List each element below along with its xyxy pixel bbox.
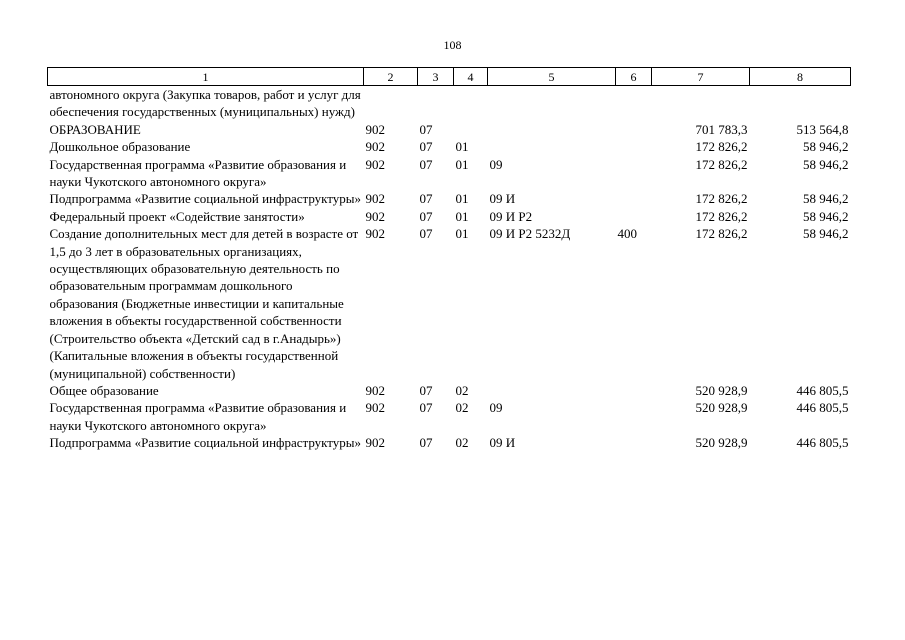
amount-year-1-cell: 172 826,2 — [695, 226, 748, 242]
column-header: 1 — [48, 68, 364, 86]
amount-year-2-cell: 58 946,2 — [803, 156, 849, 172]
row-name-cell: Общее образование — [49, 382, 159, 398]
section-code-cell: 07 — [419, 435, 433, 451]
amount-year-1-cell: 520 928,9 — [695, 435, 748, 451]
table-row — [48, 382, 851, 399]
column-header: 3 — [418, 68, 454, 86]
admin-code-cell: 902 — [365, 400, 385, 416]
target-article-cell: 09 И — [489, 191, 516, 207]
row-name-cell: автономного округа (Закупка товаров, работ и услуг для обеспечения государственных (муниципальных) нужд) — [49, 87, 361, 120]
section-code-cell: 07 — [419, 191, 433, 207]
target-article-cell: 09 И Р2 5232Д — [489, 226, 571, 242]
target-article-cell — [488, 121, 616, 138]
target-article-cell: 09 И — [489, 435, 516, 451]
section-code-cell: 07 — [419, 382, 433, 398]
subsection-code-cell: 01 — [455, 208, 469, 224]
amount-year-2-cell — [750, 86, 851, 121]
table-row — [48, 208, 851, 225]
amount-year-1-cell: 172 826,2 — [695, 139, 748, 155]
admin-code-cell: 902 — [365, 191, 385, 207]
expense-type-cell — [616, 121, 652, 138]
row-name-cell: Государственная программа «Развитие образования и науки Чукотского автономного округа» — [49, 156, 347, 190]
amount-year-1-cell: 520 928,9 — [695, 382, 748, 398]
table-row — [48, 190, 851, 207]
expense-type-cell — [616, 382, 652, 399]
target-article-cell: 09 — [489, 156, 503, 172]
admin-code-cell: 902 — [365, 156, 385, 172]
row-name-cell: Подпрограмма «Развитие социальной инфраструктуры» — [49, 191, 362, 207]
expense-type-cell — [616, 86, 652, 121]
subsection-code-cell: 02 — [455, 400, 469, 416]
target-article-cell — [488, 138, 616, 155]
subsection-code-cell: 01 — [455, 156, 469, 172]
amount-year-2-cell: 58 946,2 — [803, 226, 849, 242]
admin-code-cell: 902 — [365, 382, 385, 398]
row-name-cell: Подпрограмма «Развитие социальной инфраструктуры» — [49, 435, 362, 451]
admin-code-cell: 902 — [365, 226, 385, 242]
amount-year-1-cell: 701 783,3 — [695, 121, 748, 137]
column-header: 8 — [750, 68, 851, 86]
subsection-code-cell — [454, 121, 488, 138]
table-row — [48, 138, 851, 155]
subsection-code-cell: 02 — [455, 435, 469, 451]
amount-year-1-cell: 172 826,2 — [695, 208, 748, 224]
target-article-cell: 09 — [489, 400, 503, 416]
section-code-cell: 07 — [419, 226, 433, 242]
subsection-code-cell: 01 — [455, 226, 469, 242]
table-row — [48, 225, 851, 382]
admin-code-cell: 902 — [365, 121, 385, 137]
section-code-cell: 07 — [419, 139, 433, 155]
table-row — [48, 121, 851, 138]
column-header: 5 — [488, 68, 616, 86]
row-name-cell: Федеральный проект «Содействие занятости» — [49, 208, 305, 224]
amount-year-2-cell: 58 946,2 — [803, 208, 849, 224]
amount-year-2-cell: 58 946,2 — [803, 139, 849, 155]
budget-table — [47, 67, 851, 452]
expense-type-cell — [616, 208, 652, 225]
column-header: 7 — [652, 68, 750, 86]
expense-type-cell — [616, 190, 652, 207]
admin-code-cell — [364, 86, 418, 121]
amount-year-2-cell: 446 805,5 — [796, 435, 849, 451]
amount-year-1-cell: 172 826,2 — [695, 191, 748, 207]
table-row — [48, 86, 851, 121]
row-name-cell: ОБРАЗОВАНИЕ — [49, 121, 141, 137]
subsection-code-cell: 02 — [455, 382, 469, 398]
row-name-cell: Создание дополнительных мест для детей в возрасте от 1,5 до 3 лет в образовательных организациях, осуществляющих образовательную деятельность по образовательным программам дошкольного образования (Бюджетные инвестиции и капитальные вложения в объекты государственной собственности (Строительство объекта «Детский сад в г.Анадырь») (Капитальные вложения в объекты государственной (муниципальной) собственности) — [49, 226, 359, 381]
expense-type-cell — [616, 138, 652, 155]
expense-type-cell — [616, 156, 652, 191]
section-code-cell — [418, 86, 454, 121]
column-header: 6 — [616, 68, 652, 86]
admin-code-cell: 902 — [365, 435, 385, 451]
section-code-cell: 07 — [419, 400, 433, 416]
subsection-code-cell: 01 — [455, 191, 469, 207]
admin-code-cell: 902 — [365, 139, 385, 155]
column-header: 4 — [454, 68, 488, 86]
amount-year-1-cell: 520 928,9 — [695, 400, 748, 416]
expense-type-cell — [616, 434, 652, 451]
row-name-cell: Дошкольное образование — [49, 139, 191, 155]
subsection-code-cell: 01 — [455, 139, 469, 155]
expense-type-cell — [616, 399, 652, 434]
table-body — [48, 86, 851, 452]
table-row — [48, 434, 851, 451]
row-name-cell: Государственная программа «Развитие образования и науки Чукотского автономного округа» — [49, 400, 347, 433]
subsection-code-cell — [454, 86, 488, 121]
amount-year-1-cell: 172 826,2 — [695, 156, 748, 172]
target-article-cell — [488, 86, 616, 121]
admin-code-cell: 902 — [365, 208, 385, 224]
page-number: 108 — [443, 38, 462, 52]
amount-year-2-cell: 513 564,8 — [796, 121, 849, 137]
amount-year-1-cell — [652, 86, 750, 121]
table-row — [48, 399, 851, 434]
expense-type-cell: 400 — [617, 226, 637, 242]
target-article-cell — [488, 382, 616, 399]
section-code-cell: 07 — [419, 156, 433, 172]
table-row — [48, 156, 851, 191]
section-code-cell: 07 — [419, 208, 433, 224]
section-code-cell: 07 — [419, 121, 433, 137]
amount-year-2-cell: 446 805,5 — [796, 400, 849, 416]
amount-year-2-cell: 446 805,5 — [796, 382, 849, 398]
target-article-cell: 09 И Р2 — [489, 208, 533, 224]
column-header: 2 — [364, 68, 418, 86]
amount-year-2-cell: 58 946,2 — [803, 191, 849, 207]
column-number-header-row — [48, 68, 851, 86]
